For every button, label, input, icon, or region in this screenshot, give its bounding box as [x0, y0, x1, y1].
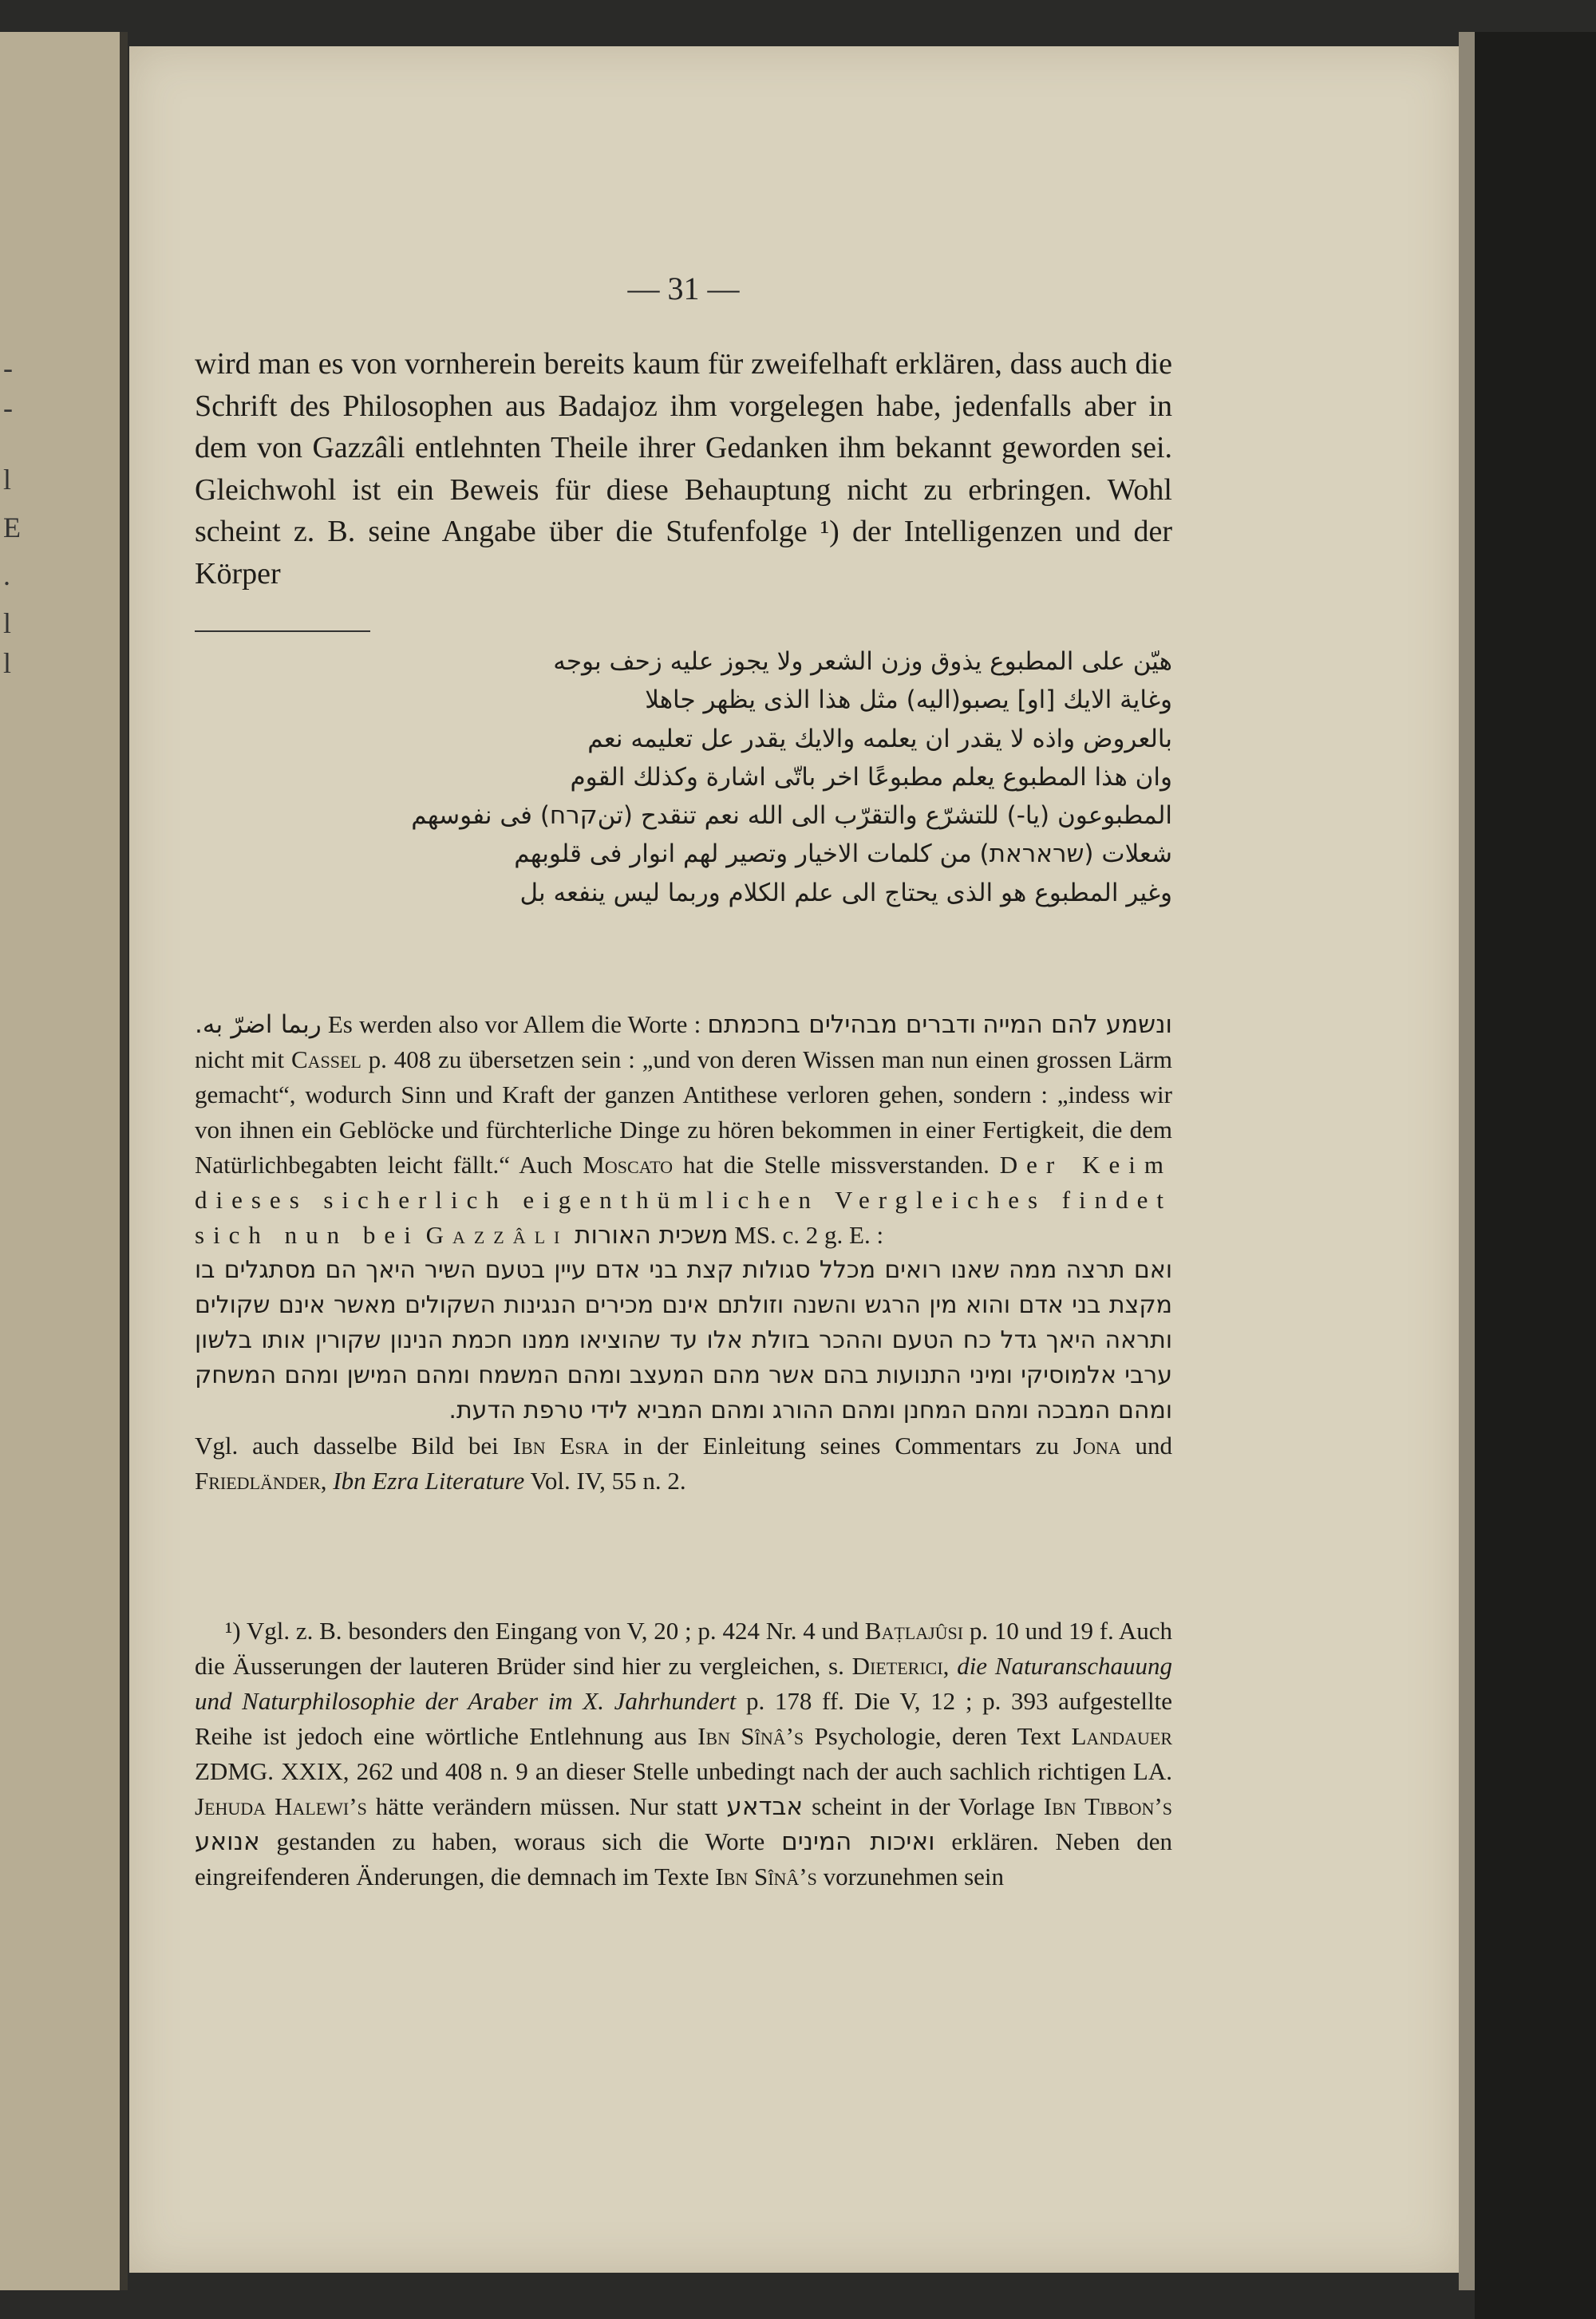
author-name: Landauer	[1071, 1722, 1172, 1750]
margin-mark: E	[3, 512, 21, 543]
author-name: Gazzâli	[425, 1221, 569, 1249]
hebrew-quote: ודברים מבהילים בחכמתם	[707, 1010, 977, 1039]
arabic-line: وان هذا المطبوع يعلم مطبوعًا اخر باتّى اشارة وكذلك القوم	[570, 762, 1172, 792]
arabic-line: بالعروض واذه لا يقدر ان يعلمه والايك يقدر عل تعليمه نعم	[587, 724, 1172, 753]
author-name: Ibn Esra	[512, 1432, 610, 1460]
spaced-emphasis: Der Keim dieses sicherlich eigenthümlichen Vergleiches findet sich nun bei	[195, 1151, 1172, 1249]
hebrew-word: אנואע	[195, 1827, 260, 1856]
author-name: Ibn Sînâ’s	[715, 1863, 817, 1890]
text-block	[195, 0, 1172, 2319]
margin-mark: .	[3, 559, 10, 591]
arabic-quotation	[195, 642, 1172, 912]
hebrew-word: אבדאע	[726, 1792, 804, 1821]
author-name: Ibn Tibbon’s	[1043, 1792, 1172, 1820]
author-name: Jehuda Halewi’s	[195, 1792, 367, 1820]
fn-text: hätte verändern müssen. Nur statt	[366, 1792, 727, 1820]
fn-text: Vgl. z. B. besonders den Eingang von V, 20 ; p. 424 Nr. 4 und	[240, 1617, 865, 1645]
book-title: Ibn Ezra Literature	[333, 1467, 525, 1495]
footnote-continuation	[195, 1007, 1172, 1499]
author-name: Dieterici,	[851, 1652, 950, 1680]
book-cover-edge	[1475, 32, 1596, 2319]
margin-mark: l	[3, 607, 12, 639]
fn-text: ZDMG. XXIX, 262 und 408 n. 9 an dieser Stelle unbedingt nach der auch sachlich richtigen LA.	[195, 1757, 1172, 1785]
page-number: — 31 —	[627, 271, 740, 306]
author-name: Baṭlajûsi	[864, 1617, 964, 1645]
fn-text: in der Einleitung seines Commentars zu	[609, 1432, 1073, 1460]
hebrew-passage: ואם תרצה ממה שאנו רואים מכלל סגולות קצת בני אדם עיין בטעם השיר היאך הם מסתגלים בו מקצת בני אדם והוא מין הרגש והשנה וזולתם אינם מכירים הנגינות השקולים מאשר אינם שקולים ותראה היאך גדל כח הטעם וההכר בזולת אלו עד שהוציאו ממנו חכמת הנינון שקורין אותו בלשון ערבי אלמוסיקי ומיני התנועות בהם אשר מהם המעצב ומהם המשמח ומהם המישן ומהם המשחק ומהם המבכה ומהם המחנן ומהם ההורג ומהם המביא לידי טרפת הדעת.	[195, 1256, 1172, 1424]
fn-text: MS. c. 2 g. E. :	[728, 1221, 884, 1249]
fn-text: gestanden zu haben, woraus sich die Worte	[259, 1827, 782, 1855]
fn-text: erklären. Neben den eingreifenderen Änderungen, die demnach im Texte	[195, 1827, 1172, 1890]
author-name: Friedländer,	[195, 1467, 327, 1495]
fn-text: p. 10 und 19 f. Auch die Äusserungen der lauteren Brüder sind hier zu vergleichen, s.	[195, 1617, 1172, 1680]
footnote-rule	[195, 630, 370, 632]
fn-text: scheint in der Vorlage	[803, 1792, 1044, 1820]
footnote-marker: ¹)	[225, 1617, 241, 1645]
hebrew-word: ואיכות המינים	[781, 1827, 935, 1856]
fn-text: vorzunehmen sein	[816, 1863, 1005, 1890]
fn-text: Vgl. auch dasselbe Bild bei	[195, 1432, 513, 1460]
fn-text: Es werden also vor Allem die Worte :	[321, 1010, 708, 1038]
main-paragraph: wird man es von vornherein bereits kaum für zweifelhaft erklären, dass auch die Schrift des Philosophen aus Badajoz ihm vorgelegen habe, jedenfalls aber in dem von Gazzâli entlehnten Theile ihrer Gedanken ihm bekannt geworden sei. Gleichwohl ist ein Beweis für diese Behauptung nicht zu erbringen. Wohl scheint z. B. seine Angabe über die Stufenfolge ¹) der Intelligenzen und der Körper	[195, 347, 1172, 591]
hebrew-quote: משכית האורות	[575, 1221, 729, 1250]
arabic-line: هيّن على المطبوع يذوق وزن الشعر ولا يجوز عليه زحف بوجه	[553, 647, 1172, 676]
fn-text: und	[1120, 1432, 1173, 1460]
author-name: Ibn Sînâ’s	[697, 1722, 804, 1750]
margin-mark: l	[3, 647, 12, 679]
arabic-line: المطبوعون (يا-) للتشرّع والتقرّب الى الله نعم تنقدح (تنקרח) فى نفوسهم	[411, 801, 1172, 831]
page-edge	[1459, 32, 1475, 2290]
fn-text: Psychologie, deren Text	[804, 1722, 1072, 1750]
fn-text: p. 408 zu übersetzen sein : „und von deren Wissen man nun einen grossen Lärm gemacht“, wodurch Sinn und Kraft der ganzen Antithese verloren gehen, sondern : „indess wir von ihnen ein Geblöcke und fürchterliche Dinge zu hören bekommen in einer Fertigkeit, die dem Natürlichbegabten leicht fällt.“ Auch	[195, 1045, 1173, 1179]
margin-mark: l	[3, 464, 12, 496]
footnote-1	[195, 1614, 1172, 1894]
author-name: Moscato	[583, 1151, 674, 1179]
margin-mark: -	[3, 352, 13, 384]
fn-text: Vol. IV, 55 n. 2.	[524, 1467, 686, 1495]
arabic-line: وغاية الايك [او] يصبو(اليه) مثل هذا الذى يظهر جاهلا	[645, 685, 1172, 715]
author-name: Jona	[1073, 1432, 1121, 1460]
fn-text: p. 178 ff. Die V, 12 ; p. 393 aufgestellte Reihe ist jedoch eine wörtliche Entlehnung aus	[195, 1687, 1172, 1750]
margin-mark: -	[3, 392, 13, 424]
arabic-line: وغير المطبوع هو الذى يحتاج الى علم الكلام وربما ليس ينفعه بل	[519, 878, 1172, 907]
fn-text: nicht mit	[195, 1045, 291, 1073]
fn-text: hat die Stelle missverstanden.	[673, 1151, 1000, 1179]
arabic-line-end: ربما اضرّ به.	[195, 1010, 322, 1039]
facing-page-edge	[0, 32, 128, 2290]
arabic-line: شعلات (שראראת) من كلمات الاخيار وتصير لهم انوار فى قلوبهم	[514, 840, 1172, 869]
book-title: die Naturanschauung und Naturphilosophie der Araber im X. Jahrhundert	[195, 1652, 1173, 1715]
author-name: Cassel	[290, 1045, 361, 1073]
hebrew-quote: ונשמע להם המייה	[982, 1010, 1173, 1039]
